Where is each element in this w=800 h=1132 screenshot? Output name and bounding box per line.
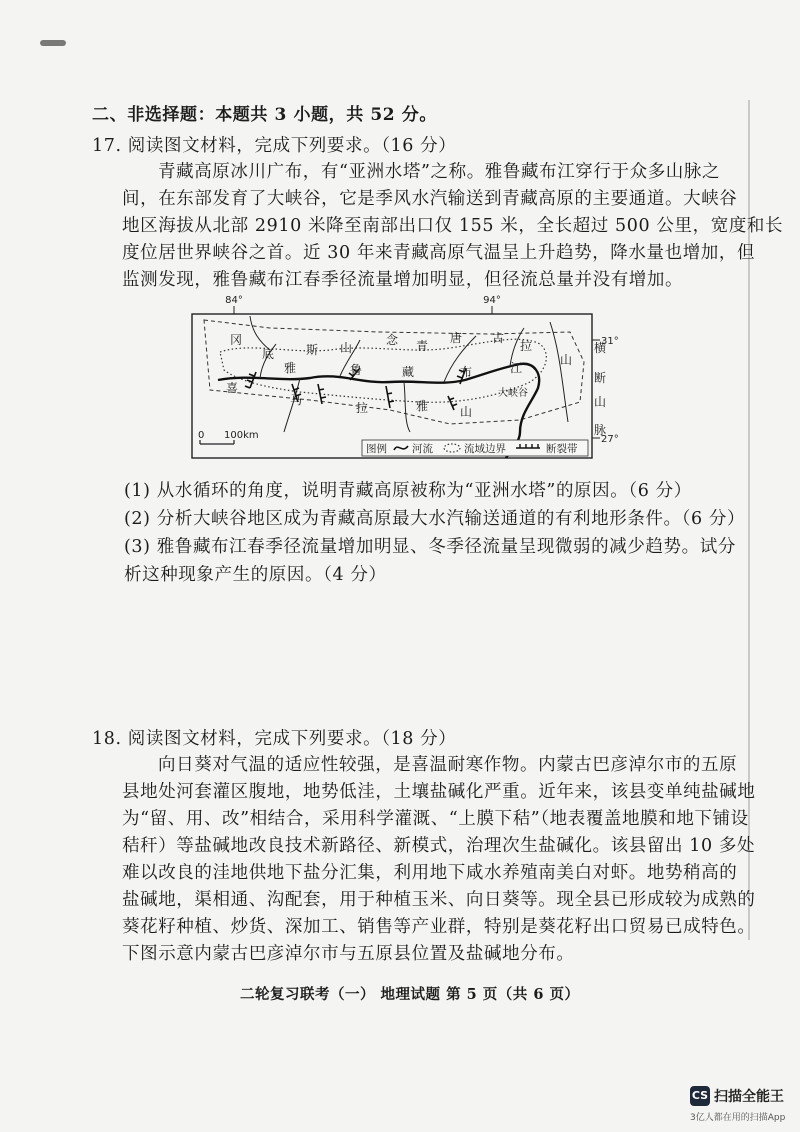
q17-text-line: 监测发现，雅鲁藏布江春季径流量增加明显，但径流总量并没有增加。: [122, 270, 684, 290]
legend-basin: 流域边界: [464, 443, 506, 455]
label-di: 底: [262, 347, 275, 361]
q17-subquestion-3: (3) 雅鲁藏布江春季径流量增加明显、冬季径流量呈现微弱的减少趋势。试分: [124, 537, 736, 557]
label-duan: 断: [594, 371, 607, 385]
label-gu: 古: [492, 331, 505, 345]
label-shan3: 山: [460, 405, 473, 419]
label-bu: 布: [460, 365, 473, 379]
q17-text-line: 度位居世界峡谷之首。近 30 年来青藏高原气温呈上升趋势，降水量也增加，但: [122, 243, 756, 263]
q18-text-line: 秸秆）等盐碱地改良技术新路径、新模式，治理次生盐碱化。该县留出 10 多处: [122, 836, 756, 856]
q17-heading: 17. 阅读图文材料，完成下列要求。（16 分）: [92, 136, 457, 156]
q18-text-line: 向日葵对气温的适应性较强，是喜温耐寒作物。内蒙古巴彦淖尔市的五原: [158, 755, 738, 775]
legend-title: 图例: [366, 443, 387, 455]
label-gang: 冈: [230, 333, 243, 347]
scan-mark: [40, 40, 66, 46]
label-shan4: 山: [594, 395, 607, 409]
label-heng: 横: [594, 341, 607, 355]
label-nian: 念: [386, 333, 399, 347]
label-la1: 拉: [520, 339, 533, 353]
tributary: [550, 322, 568, 422]
q18-text-line: 葵花籽种植、炒货、深加工、销售等产业群，特别是葵花籽出口贸易已成特色。: [122, 917, 756, 937]
label-xi: 喜: [226, 381, 239, 395]
label-si: 斯: [306, 343, 319, 357]
scale-zero-label: 0: [198, 430, 205, 441]
q17-text-line: 地区海拔从北部 2910 米降至南部出口仅 155 米，全长超过 500 公里，宽度和长: [122, 216, 784, 236]
lon-84-label: 84°: [225, 295, 243, 306]
scanner-app-tagline: 3亿人都在用的扫描App: [690, 1113, 786, 1123]
lat-31-label: 31°: [601, 336, 619, 347]
q18-heading: 18. 阅读图文材料，完成下列要求。（18 分）: [92, 729, 457, 749]
q17-text-line: 间，在东部发育了大峡谷，它是季风水汽输送到青藏高原的主要通道。大峡谷: [122, 189, 738, 209]
scanner-app-name: 扫描全能王: [714, 1089, 784, 1105]
fault-zone: [386, 386, 394, 408]
q18-text-line: 县地处河套灌区腹地，地势低洼，土壤盐碱化严重。近年来，该县变单纯盐碱地: [122, 782, 756, 802]
label-shan2: 山: [560, 353, 573, 367]
lat-27-label: 27°: [601, 434, 619, 445]
q18-text-line: 下图示意内蒙古巴彦淖尔市与五原县位置及盐碱地分布。: [122, 944, 575, 964]
section-title: 二、非选择题：本题共 3 小题，共 52 分。: [92, 105, 437, 125]
label-la2: 拉: [356, 401, 369, 415]
scale-label: 100km: [224, 430, 259, 441]
camscanner-logo-icon: CS: [690, 1086, 710, 1106]
q17-subquestion-2: (2) 分析大峡谷地区成为青藏高原最大水汽输送通道的有利地形条件。（6 分）: [124, 509, 746, 529]
q17-subquestion-1: (1) 从水循环的角度，说明青藏高原被称为“亚洲水塔”的原因。（6 分）: [124, 481, 692, 501]
label-ya2: 雅: [416, 399, 429, 413]
page-footer: 二轮复习联考（一） 地理试题 第 5 页（共 6 页）: [240, 986, 580, 1003]
q17-text-line: 青藏高原冰川广布，有“亚洲水塔”之称。雅鲁藏布江穿行于众多山脉之: [158, 162, 721, 182]
legend-river: 河流: [412, 443, 433, 455]
q18-text-line: 盐碱地，渠相通、沟配套，用于种植玉米、向日葵等。现全县已形成较为成熟的: [122, 890, 756, 910]
label-ma: 马: [290, 393, 303, 407]
label-tang: 唐: [450, 331, 463, 345]
label-grand-canyon: 大峡谷: [498, 388, 528, 399]
label-zang: 藏: [402, 365, 415, 379]
label-jiang: 江: [510, 361, 523, 375]
label-shan1: 山: [340, 341, 353, 355]
label-qing: 青: [416, 339, 429, 353]
q17-subquestion-3-cont: 析这种现象产生的原因。（4 分）: [124, 565, 387, 585]
map-svg: [190, 292, 619, 460]
label-lu: 鲁: [350, 363, 363, 377]
fault-zone: [245, 372, 256, 388]
label-ya1: 雅: [284, 361, 297, 375]
label-mai: 脉: [594, 423, 607, 437]
fault-zone: [448, 396, 457, 410]
yarlung-tsangpo-map: [190, 292, 619, 460]
lon-94-label: 94°: [483, 295, 501, 306]
tributary: [404, 382, 410, 432]
q18-text-line: 为“留、用、改”相结合，采用科学灌溉、“上膜下秸”（地表覆盖地膜和地下铺设: [122, 809, 749, 829]
tributary: [250, 316, 270, 350]
legend-fault: 断裂带: [546, 443, 578, 455]
q18-text-line: 难以改良的洼地供地下盐分汇集，利用地下咸水养殖南美白对虾。地势稍高的: [122, 863, 738, 883]
